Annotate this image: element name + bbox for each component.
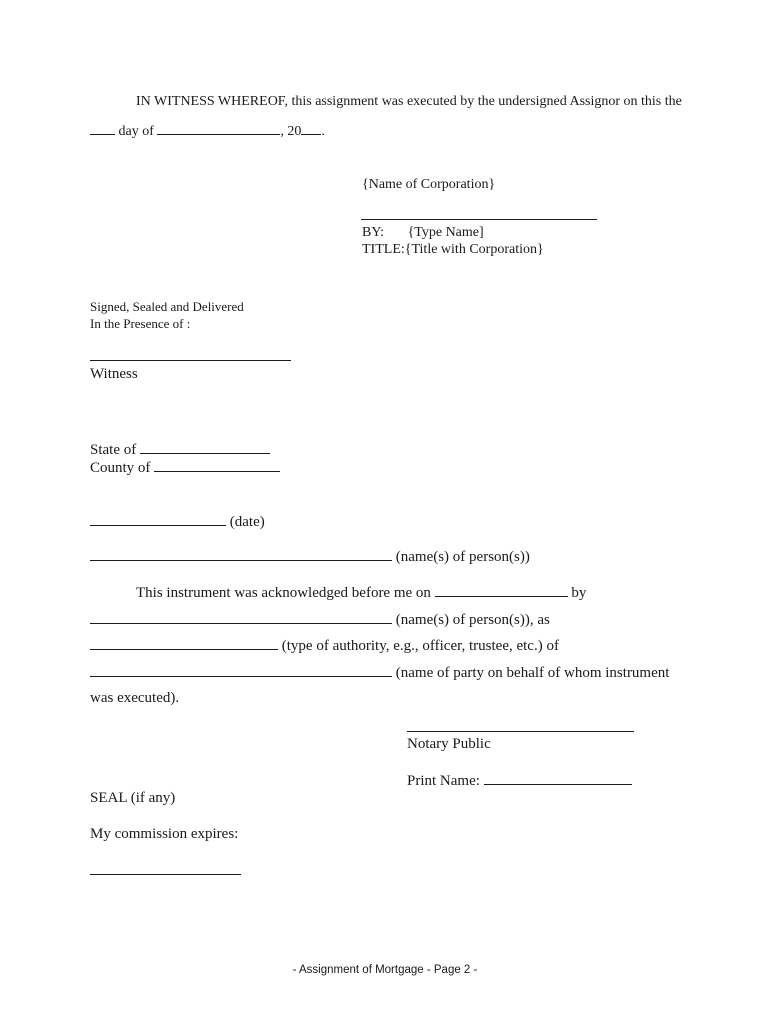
names-blank[interactable]	[90, 547, 392, 561]
witness-label: Witness	[90, 366, 138, 382]
names-as-label: (name(s) of person(s)), as	[395, 612, 550, 628]
party-label: (name of party on behalf of whom instrument	[395, 665, 670, 681]
year-suffix: .	[321, 124, 325, 139]
instrument-line	[136, 583, 586, 602]
year-blank[interactable]	[301, 121, 321, 135]
county-label: County of	[90, 460, 151, 476]
commission-expires-line[interactable]	[90, 874, 241, 875]
witness-signature-line[interactable]	[90, 360, 291, 361]
county-line	[90, 458, 280, 477]
title-line	[362, 241, 544, 258]
notary-public-label: Notary Public	[407, 736, 491, 752]
print-name-label: Print Name:	[407, 773, 480, 789]
day-blank[interactable]	[90, 121, 115, 135]
authority-blank[interactable]	[90, 636, 278, 650]
page-footer: - Assignment of Mortgage - Page 2 -	[292, 964, 478, 976]
seal-label: SEAL (if any)	[90, 790, 176, 806]
commission-expires-label: My commission expires:	[90, 826, 239, 842]
executed-label: was executed).	[90, 690, 180, 706]
state-line	[90, 440, 270, 459]
state-blank[interactable]	[140, 440, 270, 454]
by-label: BY:	[362, 225, 385, 240]
names-as-blank[interactable]	[90, 610, 392, 624]
date-line	[90, 512, 265, 531]
signed-sealed-delivered: Signed, Sealed and Delivered	[90, 299, 244, 314]
authority-line	[90, 636, 559, 655]
county-blank[interactable]	[154, 458, 280, 472]
authority-label: (type of authority, e.g., officer, trustee, etc.) of	[281, 638, 559, 654]
party-line	[90, 663, 669, 682]
print-name-blank[interactable]	[484, 771, 632, 785]
by-line	[362, 224, 484, 241]
corporation-signature-line[interactable]	[361, 219, 597, 220]
day-of-label: day of	[118, 124, 154, 139]
instrument-text: This instrument was acknowledged before me on	[136, 585, 431, 601]
names-as-line	[90, 610, 550, 629]
witness-clause-line2	[90, 121, 325, 140]
state-label: State of	[90, 442, 137, 458]
by-word: by	[571, 585, 587, 601]
names-line	[90, 547, 530, 566]
acknowledged-date-blank[interactable]	[435, 583, 568, 597]
month-blank[interactable]	[157, 121, 280, 135]
date-label: (date)	[229, 514, 265, 530]
title-label: TITLE:	[362, 242, 405, 257]
party-blank[interactable]	[90, 663, 392, 677]
print-name-line	[407, 771, 632, 790]
by-value: {Type Name]	[407, 225, 484, 240]
in-presence-of: In the Presence of :	[90, 316, 191, 331]
year-prefix: , 20	[280, 124, 302, 139]
title-value: {Title with Corporation}	[404, 242, 544, 257]
notary-signature-line[interactable]	[407, 731, 634, 732]
date-blank[interactable]	[90, 512, 226, 526]
witness-clause-line1: IN WITNESS WHEREOF, this assignment was executed by the undersigned Assignor on this the	[136, 94, 682, 109]
names-label: (name(s) of person(s))	[395, 549, 530, 565]
corporation-name: {Name of Corporation}	[362, 177, 496, 192]
